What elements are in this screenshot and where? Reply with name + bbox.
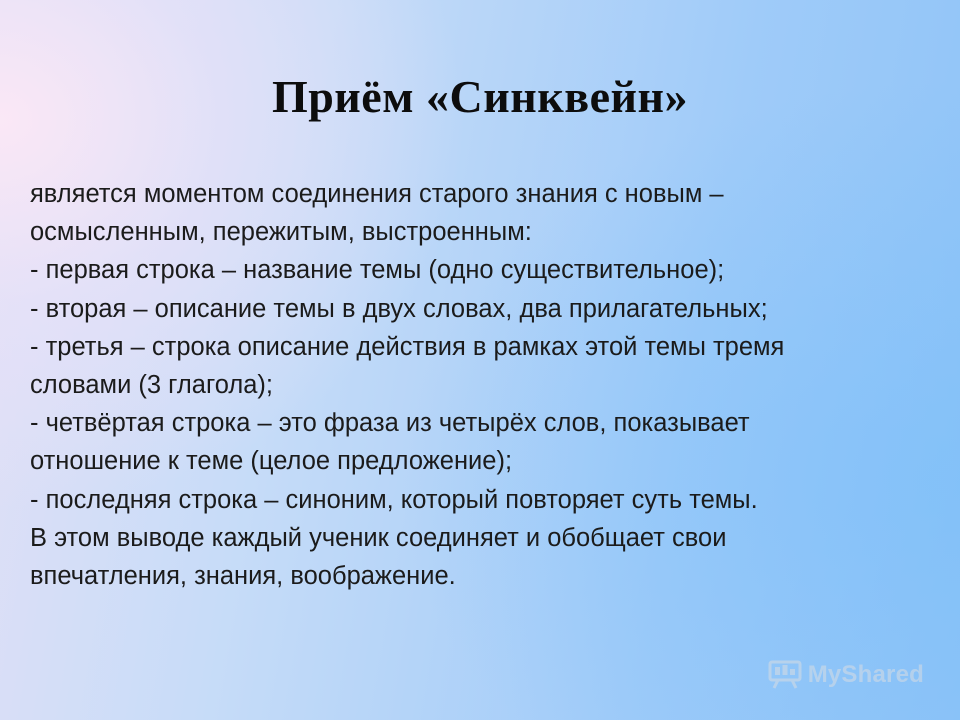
watermark [768, 660, 924, 690]
body-line: - четвёртая строка – это фраза из четырёх слов, показывает [30, 409, 750, 438]
slide-title: Приём «Синквейн» [271, 71, 689, 122]
presentation-board-icon [768, 660, 802, 690]
watermark-text: MyShared [807, 661, 924, 688]
body-line: - последняя строка – синоним, который повторяет суть темы. [30, 485, 758, 514]
body-line: - третья – строка описание действия в рамках этой темы тремя [30, 332, 785, 361]
body-line: является моментом соединения старого знания с новым – [30, 180, 724, 208]
body-line: - первая строка – название темы (одно существительное); [30, 256, 725, 285]
slide-body [30, 175, 910, 595]
body-line: В этом выводе каждый ученик соединяет и обобщает свои [30, 523, 727, 552]
body-line: - вторая – описание темы в двух словах, два прилагательных; [30, 294, 768, 323]
body-line: словами (3 глагола); [30, 371, 273, 400]
body-line: впечатления, знания, воображение. [30, 562, 456, 591]
body-line: осмысленным, пережитым, выстроенным: [30, 218, 532, 247]
body-line: отношение к теме (целое предложение); [30, 447, 513, 476]
